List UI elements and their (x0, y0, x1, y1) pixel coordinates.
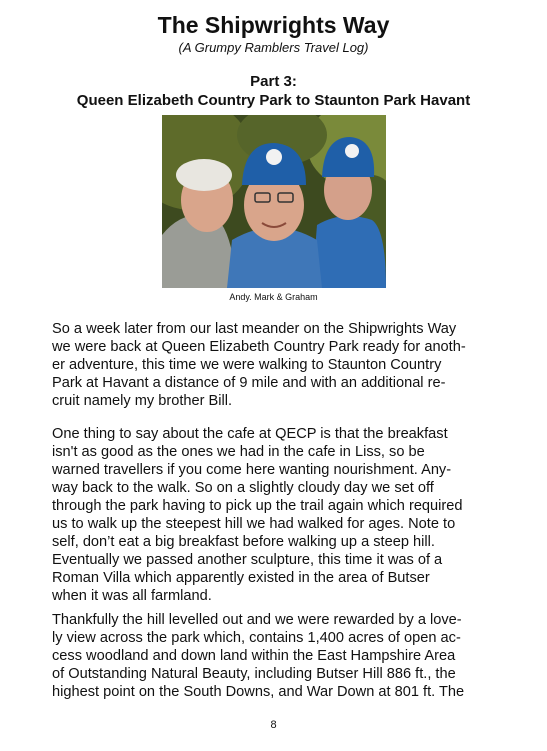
middle-beanie-badge (266, 149, 282, 165)
photo-caption: Andy. Mark & Graham (229, 292, 318, 302)
group-selfie-photo (162, 115, 386, 288)
paragraph-line: cruit namely my brother Bill. (52, 393, 233, 409)
page-subtitle: (A Grumpy Ramblers Travel Log) (178, 40, 369, 55)
paragraph-line: cess woodland and down land within the East Hampshire Area (52, 648, 456, 664)
left-person-hair (176, 159, 232, 191)
part-heading: Part 3: (250, 73, 297, 90)
paragraph-line: us to walk up the steepest hill we had walked for ages. Note to (52, 516, 456, 532)
paragraph-line: er adventure, this time we were walking to Staunton Country (52, 357, 442, 373)
right-person-jacket (312, 216, 386, 288)
paragraph-line: So a week later from our last meander on the Shipwrights Way (52, 321, 457, 337)
right-beanie-badge (345, 144, 359, 158)
paragraph-line: self, don’t eat a big breakfast before walking up a steep hill. (52, 534, 435, 550)
paragraph-line: we were back at Queen Elizabeth Country Park ready for anoth- (52, 339, 466, 355)
page-number: 8 (270, 719, 277, 731)
paragraph-line: highest point on the South Downs, and War Down at 801 ft. The (52, 684, 465, 700)
photo-illustration (162, 115, 386, 288)
paragraph-2 (52, 425, 500, 605)
paragraph-line: of Outstanding Natural Beauty, including Butser Hill 886 ft., the (52, 666, 456, 682)
paragraph-1 (52, 320, 500, 410)
paragraph-line: isn't as good as the ones we had in the cafe in Liss, so be (52, 444, 425, 460)
section-title: Queen Elizabeth Country Park to Staunton Park Havant (76, 92, 471, 109)
paragraph-line: warned travellers if you come here wanting nourishment. Any- (52, 462, 452, 478)
paragraph-line: Eventually we passed another sculpture, this time it was of a (52, 552, 443, 568)
page-title: The Shipwrights Way (157, 12, 390, 38)
paragraph-line: Thankfully the hill levelled out and we were rewarded by a love- (52, 612, 462, 628)
paragraph-line: when it was all farmland. (52, 588, 212, 604)
paragraph-line: One thing to say about the cafe at QECP is that the breakfast (52, 426, 448, 442)
paragraph-line: way back to the walk. So on a slightly cloudy day we set off (52, 480, 434, 496)
paragraph-line: Park at Havant a distance of 9 mile and with an additional re- (52, 375, 446, 391)
paragraph-line: ly view across the park which, contains 1,400 acres of open ac- (52, 630, 461, 646)
paragraph-line: through the park having to pick up the trail again which required (52, 498, 463, 514)
paragraph-line: Roman Villa which apparently existed in the area of Butser (52, 570, 430, 586)
paragraph-3 (52, 611, 500, 701)
